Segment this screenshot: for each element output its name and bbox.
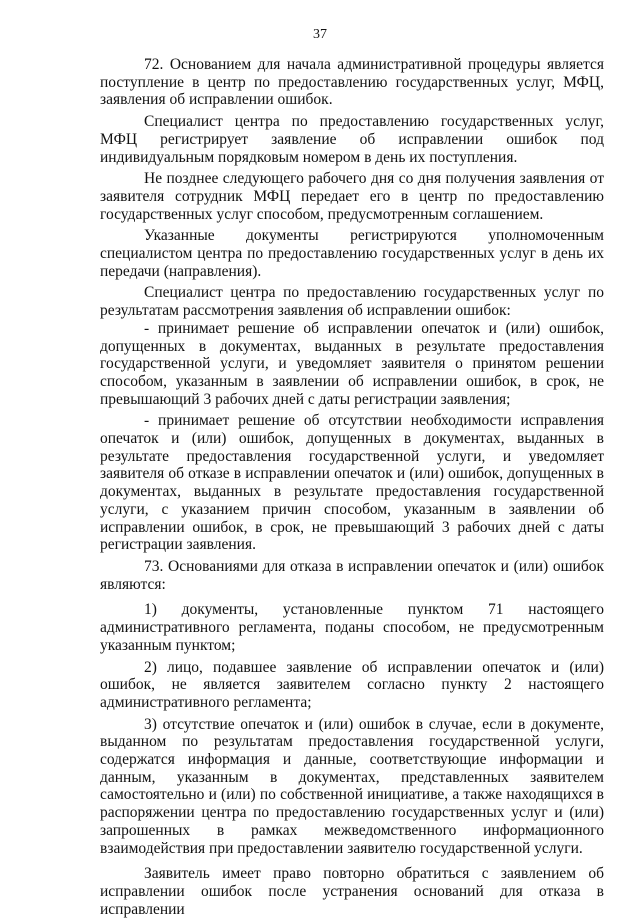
paragraph-72: 72. Основанием для начала административной процедуры является поступление в центр по предоставлению государственных услуг, МФЦ, заявления об исправлении ошибок. [100, 56, 604, 109]
paragraph-registration: Специалист центра по предоставлению государственных услуг, МФЦ регистрирует заявление об исправлении ошибок под индивидуальным порядковым номером в день их поступления. [100, 113, 604, 166]
list-item-refusal-ground-1: 1) документы, установленные пунктом 71 настоящего административного регламента, поданы способом, не предусмотренным указанным пунктом; [100, 601, 604, 654]
list-item-refusal-ground-2: 2) лицо, подавшее заявление об исправлении опечаток и (или) ошибок, не является заявителем согласно пункту 2 настоящего административного регламента; [100, 658, 604, 711]
paragraph-repeat-application: Заявитель имеет право повторно обратиться с заявлением об исправлении ошибок после устранения оснований для отказа в исправлении [100, 865, 604, 918]
page-number: 37 [313, 27, 327, 42]
paragraph-transfer: Не позднее следующего рабочего дня со дня получения заявления от заявителя сотрудник МФЦ передает его в центр по предоставлению государственных услуг способом, предусмотренным соглашением. [100, 170, 604, 223]
list-item-correction-decision: - принимает решение об исправлении опечаток и (или) ошибок, допущенных в документах, выданных в результате предоставления государственной услуги, и уведомляет заявителя о принятом решении способом, указанным в заявлении об исправлении ошибок, в срок, не превышающий 3 рабочих дней с даты регистрации заявления; [100, 319, 604, 408]
list-item-refusal-ground-3: 3) отсутствие опечаток и (или) ошибок в случае, если в документе, выданном по результатам предоставления государственной услуги, содержатся информация и данные, соответствующие информации и данным, указанным в документах, представленных заявителем самостоятельно и (или) по собственной инициативе, а также находящихся в распоряжении центра по предоставлению государственных услуг и (или) запрошенных в рамках межведомственного информационного взаимодействия при предоставлении заявителю государственной услуги. [100, 715, 604, 857]
paragraph-review-results: Специалист центра по предоставлению государственных услуг по результатам рассмотрения заявления об исправлении ошибок: [100, 284, 604, 320]
document-body [100, 56, 604, 918]
paragraph-73: 73. Основаниями для отказа в исправлении опечаток и (или) ошибок являются: [100, 557, 604, 593]
list-item-refusal-decision: - принимает решение об отсутствии необходимости исправления опечаток и (или) ошибок, допущенных в документах, выданных в результате предоставления государственной услуги, и уведомляет заявителя об отказе в исправлении опечаток и (или) ошибок, допущенных в документах, выданных в результате предоставления государственной услуги, с указанием причин способом, указанным в заявлении об исправлении ошибок, в срок, не превышающий 3 рабочих дней с даты регистрации заявления. [100, 412, 604, 554]
paragraph-documents-registered: Указанные документы регистрируются уполномоченным специалистом центра по предоставлению государственных услуг в день их передачи (направления). [100, 227, 604, 280]
